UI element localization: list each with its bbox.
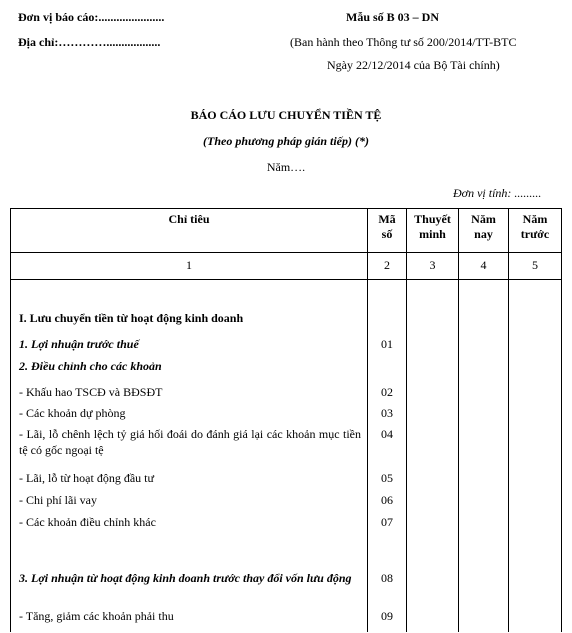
row-code: 02 (368, 384, 407, 405)
table-row (11, 405, 562, 426)
index-cell: 2 (368, 253, 407, 280)
table-row (11, 384, 562, 405)
row-current-year (459, 492, 509, 514)
table-row (11, 358, 562, 384)
report-method: (Theo phương pháp gián tiếp) (*) (203, 134, 369, 148)
header-nam-nay: Năm nay (459, 209, 509, 253)
header-thuyet-minh: Thuyết minh (407, 209, 459, 253)
row-previous-year (509, 470, 562, 492)
row-previous-year (509, 536, 562, 570)
row-current-year (459, 570, 509, 608)
index-cell: 5 (509, 253, 562, 280)
row-label: - Tăng, giảm các khoản phải thu (11, 608, 368, 632)
table-row (11, 426, 562, 470)
row-code: 04 (368, 426, 407, 470)
row-code (368, 310, 407, 336)
row-previous-year (509, 358, 562, 384)
row-current-year (459, 426, 509, 470)
row-current-year (459, 336, 509, 358)
row-previous-year (509, 570, 562, 608)
currency-unit: Đơn vị tính: ......... (453, 186, 542, 200)
row-code (368, 358, 407, 384)
row-current-year (459, 358, 509, 384)
table-row (11, 470, 562, 492)
table-header-row (11, 209, 562, 253)
table-row (11, 336, 562, 358)
issuing-circular: (Ban hành theo Thông tư số 200/2014/TT-BTC (290, 35, 517, 49)
row-code: 05 (368, 470, 407, 492)
report-title: BÁO CÁO LƯU CHUYỂN TIỀN TỆ (190, 108, 382, 122)
row-code: 06 (368, 492, 407, 514)
row-note (407, 536, 459, 570)
row-label: - Lãi, lỗ chênh lệch tỷ giá hối đoái do đánh giá lại các khoản mục tiền tệ có gốc ngoại tệ (11, 426, 368, 470)
row-code: 03 (368, 405, 407, 426)
row-label (11, 280, 368, 311)
column-index-row (11, 253, 562, 280)
table-row (11, 570, 562, 608)
index-cell: 3 (407, 253, 459, 280)
row-label: I. Lưu chuyển tiền từ hoạt động kinh doanh (11, 310, 368, 336)
header-nam-truoc: Năm trước (509, 209, 562, 253)
row-previous-year (509, 310, 562, 336)
row-previous-year (509, 492, 562, 514)
table-row (11, 514, 562, 536)
row-label: - Các khoản điều chỉnh khác (11, 514, 368, 536)
row-label: - Chi phí lãi vay (11, 492, 368, 514)
row-label: - Các khoản dự phòng (11, 405, 368, 426)
row-previous-year (509, 336, 562, 358)
index-cell: 1 (11, 253, 368, 280)
row-note (407, 608, 459, 632)
table-row (11, 492, 562, 514)
row-label: 3. Lợi nhuận từ hoạt động kinh doanh trước thay đổi vốn lưu động (11, 570, 368, 608)
row-previous-year (509, 514, 562, 536)
row-code: 01 (368, 336, 407, 358)
row-current-year (459, 536, 509, 570)
row-note (407, 310, 459, 336)
report-year: Năm…. (266, 160, 306, 174)
row-note (407, 492, 459, 514)
row-note (407, 405, 459, 426)
row-note (407, 280, 459, 311)
row-note (407, 426, 459, 470)
row-current-year (459, 384, 509, 405)
cash-flow-table (10, 208, 562, 632)
row-current-year (459, 280, 509, 311)
row-current-year (459, 310, 509, 336)
row-previous-year (509, 608, 562, 632)
row-current-year (459, 514, 509, 536)
row-note (407, 336, 459, 358)
issuing-date: Ngày 22/12/2014 của Bộ Tài chính) (327, 58, 500, 72)
row-note (407, 384, 459, 405)
row-note (407, 514, 459, 536)
table-row (11, 608, 562, 632)
row-current-year (459, 405, 509, 426)
row-code: 09 (368, 608, 407, 632)
row-previous-year (509, 405, 562, 426)
row-current-year (459, 470, 509, 492)
row-code: 07 (368, 514, 407, 536)
row-note (407, 570, 459, 608)
row-label: - Khấu hao TSCĐ và BĐSĐT (11, 384, 368, 405)
row-code: 08 (368, 570, 407, 608)
row-code (368, 280, 407, 311)
row-note (407, 470, 459, 492)
table-row (11, 536, 562, 570)
row-label (11, 536, 368, 570)
row-label: 1. Lợi nhuận trước thuế (11, 336, 368, 358)
address-label: Địa chỉ:………….................. (18, 35, 161, 49)
row-label: 2. Điều chỉnh cho các khoản (11, 358, 368, 384)
index-cell: 4 (459, 253, 509, 280)
row-previous-year (509, 280, 562, 311)
table-row (11, 280, 562, 311)
row-note (407, 358, 459, 384)
row-previous-year (509, 426, 562, 470)
row-current-year (459, 608, 509, 632)
header-ma-so: Mã số (368, 209, 407, 253)
header-chi-tieu: Chỉ tiêu (11, 209, 368, 253)
row-code (368, 536, 407, 570)
form-number: Mẫu số B 03 – DN (346, 10, 440, 24)
row-previous-year (509, 384, 562, 405)
table-row (11, 310, 562, 336)
row-label: - Lãi, lỗ từ hoạt động đầu tư (11, 470, 368, 492)
reporting-unit-label: Đơn vị báo cáo:...................... (18, 10, 165, 24)
